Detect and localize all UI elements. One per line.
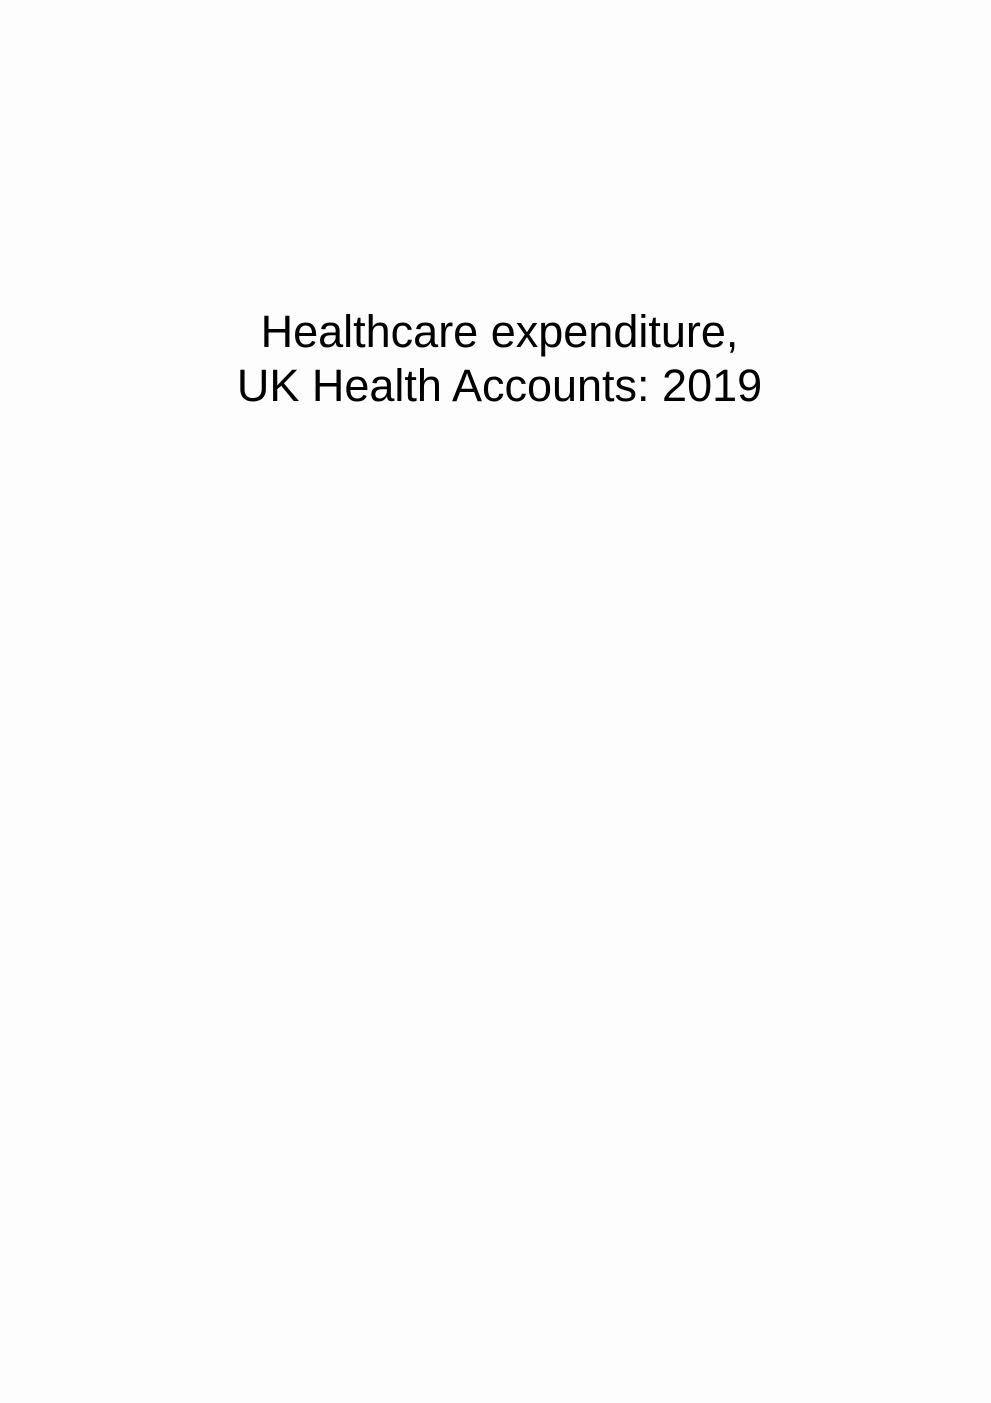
document-title: [0, 305, 991, 413]
title-line-1: Healthcare expenditure,: [260, 306, 739, 357]
title-line-2: UK Health Accounts: 2019: [236, 360, 763, 411]
